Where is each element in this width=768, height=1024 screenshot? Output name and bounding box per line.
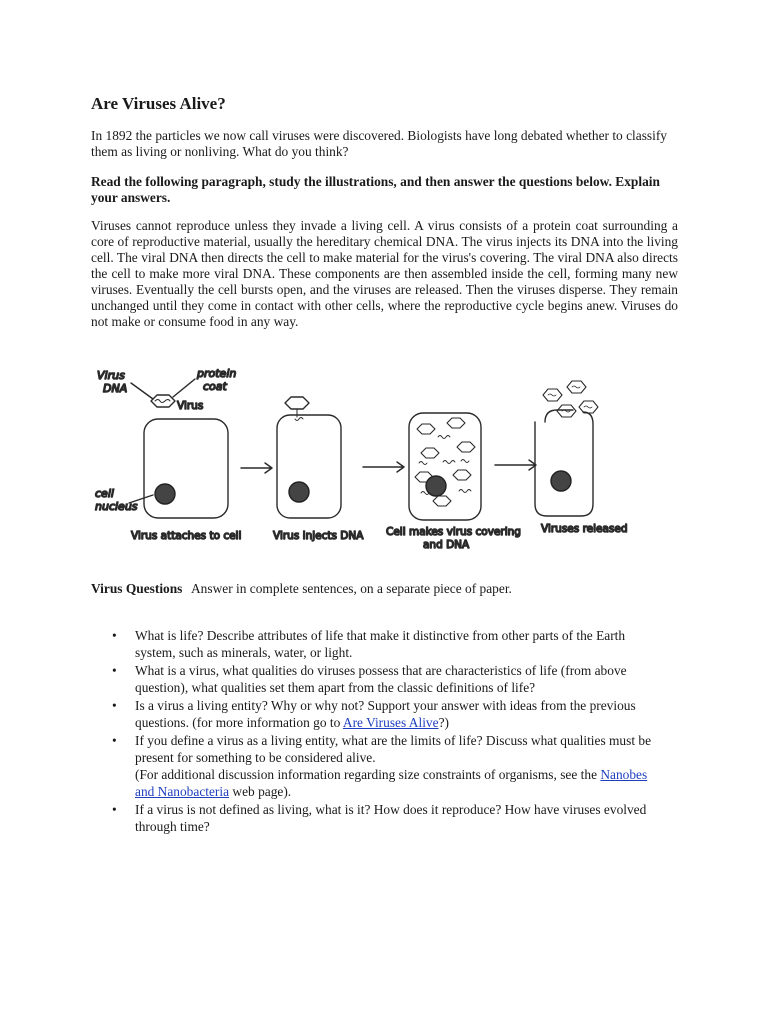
label-virus: Virus: [177, 400, 204, 412]
arrow-3: [495, 460, 536, 470]
list-item: [91, 627, 661, 661]
virus-icon: [151, 395, 175, 407]
virus-questions-heading: Virus Questions: [91, 581, 183, 596]
question-text: What is life? Describe attributes of life that make it distinctive from other parts of the Earth system, such as minerals, water, or light.: [135, 628, 626, 660]
list-item: [91, 662, 661, 696]
list-item: [91, 732, 661, 800]
list-item: [91, 801, 661, 835]
question-text: If a virus is not defined as living, what is it? How does it reproduce? How have viruses evolved through time?: [135, 802, 647, 834]
question-note-end: web page).: [229, 784, 292, 799]
virus-questions-heading-line: [91, 581, 512, 597]
label-protein-2: coat: [203, 380, 227, 393]
injecting-virus-icon: [285, 397, 309, 421]
label-protein-1: protein: [197, 367, 237, 380]
burst-cell: [535, 410, 593, 516]
question-note: (For additional discussion information regarding size constraints of organisms, see the: [135, 767, 601, 782]
caption-3b: and DNA: [423, 539, 470, 551]
list-item: [91, 697, 661, 731]
arrow-1: [241, 463, 272, 473]
question-text: If you define a virus as a living entity, what are the limits of life? Discuss what qualities must be present for something to be considered alive.: [135, 733, 652, 765]
label-cell-2: nucleus: [95, 500, 138, 513]
nucleus-1: [155, 484, 175, 504]
question-text: What is a virus, what qualities do viruses possess that are characteristics of life (from above question), what qualities set them apart from the classic definitions of life?: [135, 663, 627, 695]
caption-3a: Cell makes virus covering: [386, 526, 521, 538]
pointer-line-nucleus: [129, 495, 153, 503]
bullet-icon: •: [112, 663, 117, 678]
bullet-icon: •: [112, 802, 117, 817]
bullet-icon: •: [112, 628, 117, 643]
question-list: [91, 627, 661, 836]
question-text-end: ?): [438, 715, 449, 730]
nanobes-link[interactable]: Nanobes and Nanobacteria: [135, 767, 648, 799]
nucleus-2: [289, 482, 309, 502]
bullet-icon: •: [112, 698, 117, 713]
virus-questions-subheading: Answer in complete sentences, on a separate piece of paper.: [191, 581, 512, 596]
label-virus-dna-1: Virus: [97, 369, 125, 382]
page-title: Are Viruses Alive?: [91, 94, 226, 113]
label-cell-1: cell: [95, 487, 114, 500]
cell-3: [409, 413, 481, 520]
instruction-paragraph: Read the following paragraph, study the illustrations, and then answer the questions below. Explain your answers.: [91, 174, 660, 205]
arrow-2: [363, 462, 404, 472]
pointer-line-dna: [131, 383, 153, 399]
nucleus-4: [551, 471, 571, 491]
cell-1: [144, 419, 228, 518]
bullet-icon: •: [112, 733, 117, 748]
cell-2: [277, 415, 341, 518]
caption-4: Viruses released: [541, 523, 628, 535]
virus-paragraph: Viruses cannot reproduce unless they invade a living cell. A virus consists of a protein coat surrounding a core of reproductive material, usually the hereditary chemical DNA. The virus injects its DNA into the living cell. The viral DNA then directs the cell to make material for the virus's covering. The viral DNA also directs the cell to make more viral DNA. These components are then assembled inside the cell, forming many new viruses. Eventually the cell bursts open, and the viruses are released. Then the viruses disperse. They remain unchanged until they come in contact with other cells, where the reproductive cycle begins anew. Viruses do not make or consume food in any way.: [91, 218, 678, 329]
question-text: Is a virus a living entity? Why or why not? Support your answer with ideas from the previous questions. (for more information go to: [135, 698, 636, 730]
label-virus-dna-2: DNA: [103, 382, 128, 395]
are-viruses-alive-link[interactable]: Are Viruses Alive: [342, 715, 439, 730]
pointer-line-coat: [173, 379, 195, 397]
intro-paragraph: In 1892 the particles we now call viruses were discovered. Biologists have long debated whether to classify them as living or nonliving. What do you think?: [91, 128, 668, 159]
caption-2: Virus injects DNA: [273, 530, 364, 542]
nucleus-3: [426, 476, 446, 496]
caption-1: Virus attaches to cell: [131, 530, 242, 542]
virus-cycle-illustration: [91, 357, 651, 562]
